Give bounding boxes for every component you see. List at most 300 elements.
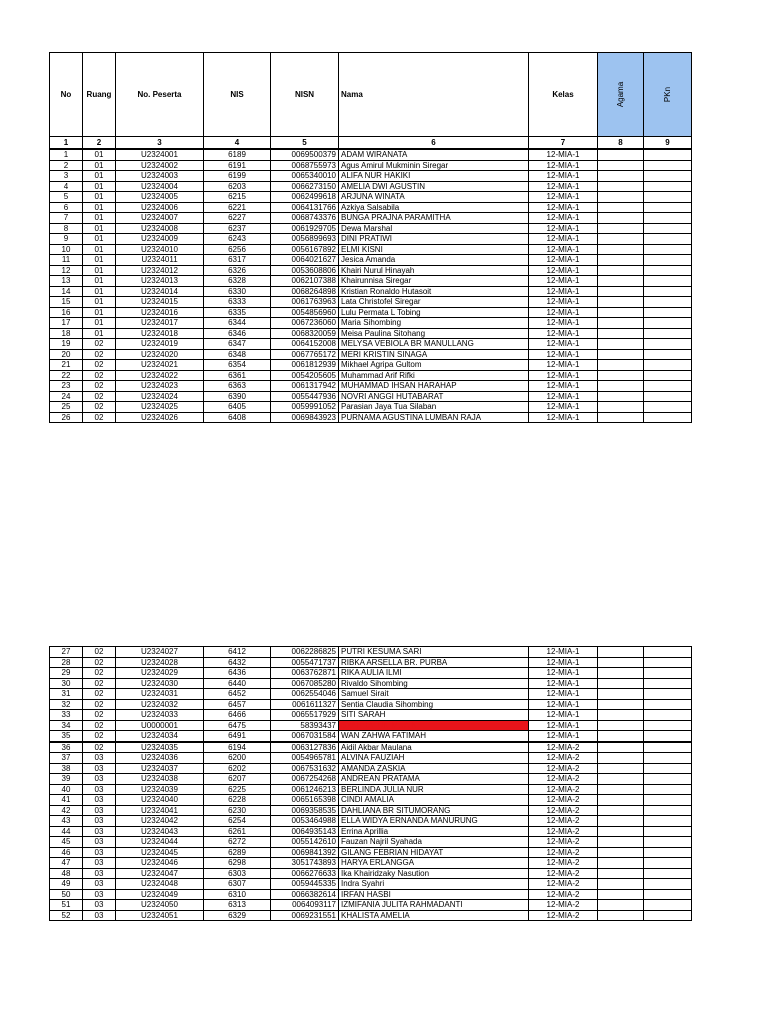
- cell-kelas: 12-MIA-2: [529, 742, 598, 753]
- col-ruang: Ruang: [83, 53, 116, 137]
- header-row: [50, 53, 692, 137]
- table-row: [50, 202, 692, 213]
- cell-kelas: 12-MIA-1: [529, 339, 598, 350]
- cell-ruang: 03: [83, 795, 116, 806]
- cell-nis: 6408: [204, 412, 271, 423]
- cell-pkn: [644, 889, 692, 900]
- cell-peserta: U2324040: [116, 795, 204, 806]
- cell-pkn: [644, 774, 692, 785]
- cell-pkn: [644, 647, 692, 658]
- cell-agama: [598, 657, 644, 668]
- cell-peserta: U2324041: [116, 805, 204, 816]
- cell-nis: 6225: [204, 784, 271, 795]
- cell-pkn: [644, 657, 692, 668]
- table-row: [50, 763, 692, 774]
- cell-agama: [598, 699, 644, 710]
- cell-nama: Samuel Sirait: [339, 689, 529, 700]
- cell-ruang: 03: [83, 900, 116, 911]
- cell-no: 29: [50, 668, 83, 679]
- cell-peserta: U2324020: [116, 349, 204, 360]
- cell-agama: [598, 678, 644, 689]
- table-row: [50, 753, 692, 764]
- cell-nama: AMANDA ZASKIA: [339, 763, 529, 774]
- table-row: [50, 647, 692, 658]
- cell-peserta: U2324048: [116, 879, 204, 890]
- cell-agama: [598, 784, 644, 795]
- cell-ruang: 02: [83, 657, 116, 668]
- cell-nisn: 0054856960: [271, 307, 339, 318]
- table-row: [50, 868, 692, 879]
- cell-agama: [598, 307, 644, 318]
- cell-ruang: 02: [83, 360, 116, 371]
- cell-agama: [598, 826, 644, 837]
- cell-no: 6: [50, 202, 83, 213]
- cell-kelas: 12-MIA-1: [529, 668, 598, 679]
- cell-peserta: U2324007: [116, 213, 204, 224]
- cell-nisn: 0063127836: [271, 742, 339, 753]
- cell-kelas: 12-MIA-1: [529, 297, 598, 308]
- cell-nisn: 0061812939: [271, 360, 339, 371]
- cell-agama: [598, 889, 644, 900]
- cell-nama: WAN ZAHWA FATIMAH: [339, 731, 529, 742]
- cell-ruang: 01: [83, 328, 116, 339]
- cell-nisn: 3051743893: [271, 858, 339, 869]
- table-row: [50, 149, 692, 160]
- cell-peserta: U0000001: [116, 720, 204, 731]
- cell-nis: 6348: [204, 349, 271, 360]
- cell-nis: 6307: [204, 879, 271, 890]
- cell-nisn: 0064021627: [271, 255, 339, 266]
- cell-nisn: 0066382614: [271, 889, 339, 900]
- table-row: [50, 678, 692, 689]
- cell-peserta: U2324037: [116, 763, 204, 774]
- cell-ruang: 02: [83, 710, 116, 721]
- cell-peserta: U2324038: [116, 774, 204, 785]
- col-no: No: [50, 53, 83, 137]
- cell-no: 23: [50, 381, 83, 392]
- cell-peserta: U2324029: [116, 668, 204, 679]
- cell-no: 45: [50, 837, 83, 848]
- colnum: 5: [271, 137, 339, 150]
- cell-kelas: 12-MIA-2: [529, 826, 598, 837]
- cell-nis: 6215: [204, 192, 271, 203]
- cell-ruang: 03: [83, 753, 116, 764]
- cell-ruang: 03: [83, 858, 116, 869]
- cell-nama: ELMI KISNI: [339, 244, 529, 255]
- cell-agama: [598, 160, 644, 171]
- cell-nis: 6317: [204, 255, 271, 266]
- col-pkn: [644, 53, 692, 137]
- cell-pkn: [644, 742, 692, 753]
- colnum: 3: [116, 137, 204, 150]
- cell-nisn: 0062107388: [271, 276, 339, 287]
- cell-agama: [598, 816, 644, 827]
- cell-nama: Khairi Nurul Hinayah: [339, 265, 529, 276]
- cell-peserta: U2324012: [116, 265, 204, 276]
- cell-nis: 6298: [204, 858, 271, 869]
- cell-nama: Kristian Ronaldo Hutasoit: [339, 286, 529, 297]
- cell-ruang: 01: [83, 149, 116, 160]
- cell-nis: 6335: [204, 307, 271, 318]
- cell-no: 25: [50, 402, 83, 413]
- cell-agama: [598, 265, 644, 276]
- cell-ruang: 02: [83, 370, 116, 381]
- cell-nama: HARYA ERLANGGA: [339, 858, 529, 869]
- cell-nama: DINI PRATIWI: [339, 234, 529, 245]
- cell-pkn: [644, 816, 692, 827]
- cell-peserta: U2324039: [116, 784, 204, 795]
- cell-ruang: 02: [83, 349, 116, 360]
- cell-nisn: 0055142610: [271, 837, 339, 848]
- cell-nama: IRFAN HASBI: [339, 889, 529, 900]
- cell-agama: [598, 795, 644, 806]
- cell-nis: 6202: [204, 763, 271, 774]
- cell-agama: [598, 171, 644, 182]
- cell-ruang: 03: [83, 910, 116, 921]
- cell-nama: RIBKA ARSELLA BR. PURBA: [339, 657, 529, 668]
- cell-pkn: [644, 328, 692, 339]
- cell-nis: 6230: [204, 805, 271, 816]
- cell-nis: 6194: [204, 742, 271, 753]
- cell-kelas: 12-MIA-1: [529, 171, 598, 182]
- cell-no: 7: [50, 213, 83, 224]
- cell-agama: [598, 731, 644, 742]
- table-row: [50, 731, 692, 742]
- cell-agama: [598, 710, 644, 721]
- cell-no: 30: [50, 678, 83, 689]
- cell-peserta: U2324023: [116, 381, 204, 392]
- cell-peserta: U2324049: [116, 889, 204, 900]
- table-row: [50, 720, 692, 731]
- cell-peserta: U2324042: [116, 816, 204, 827]
- cell-nama: MERI KRISTIN SINAGA: [339, 349, 529, 360]
- cell-nis: 6440: [204, 678, 271, 689]
- cell-pkn: [644, 149, 692, 160]
- cell-nisn: 0062499618: [271, 192, 339, 203]
- cell-nisn: 0061317942: [271, 381, 339, 392]
- table-row: [50, 171, 692, 182]
- cell-agama: [598, 647, 644, 658]
- cell-kelas: 12-MIA-2: [529, 847, 598, 858]
- cell-ruang: 02: [83, 689, 116, 700]
- cell-no: 2: [50, 160, 83, 171]
- cell-kelas: 12-MIA-2: [529, 900, 598, 911]
- cell-nisn: 0066273150: [271, 181, 339, 192]
- cell-ruang: 02: [83, 402, 116, 413]
- cell-nis: 6221: [204, 202, 271, 213]
- cell-no: 31: [50, 689, 83, 700]
- table-row: [50, 265, 692, 276]
- cell-ruang: 01: [83, 171, 116, 182]
- cell-nis: 6390: [204, 391, 271, 402]
- cell-pkn: [644, 297, 692, 308]
- cell-no: 34: [50, 720, 83, 731]
- cell-kelas: 12-MIA-1: [529, 160, 598, 171]
- cell-peserta: U2324024: [116, 391, 204, 402]
- cell-ruang: 01: [83, 181, 116, 192]
- cell-nis: 6326: [204, 265, 271, 276]
- cell-agama: [598, 318, 644, 329]
- cell-peserta: U2324034: [116, 731, 204, 742]
- cell-no: 1: [50, 149, 83, 160]
- col-agama: [598, 53, 644, 137]
- cell-nis: 6199: [204, 171, 271, 182]
- cell-nisn: 0065517929: [271, 710, 339, 721]
- cell-peserta: U2324033: [116, 710, 204, 721]
- cell-nama: ALVINA FAUZIAH: [339, 753, 529, 764]
- cell-no: 33: [50, 710, 83, 721]
- cell-agama: [598, 689, 644, 700]
- cell-kelas: 12-MIA-2: [529, 816, 598, 827]
- cell-peserta: U2324046: [116, 858, 204, 869]
- table-row: [50, 349, 692, 360]
- cell-pkn: [644, 202, 692, 213]
- cell-no: 8: [50, 223, 83, 234]
- cell-agama: [598, 858, 644, 869]
- cell-ruang: 02: [83, 339, 116, 350]
- cell-nis: 6330: [204, 286, 271, 297]
- cell-nama: Lata Christofel Siregar: [339, 297, 529, 308]
- cell-nama: ANDREAN PRATAMA: [339, 774, 529, 785]
- cell-nis: 6436: [204, 668, 271, 679]
- cell-agama: [598, 847, 644, 858]
- cell-nama: Indra Syahri: [339, 879, 529, 890]
- cell-nis: 6363: [204, 381, 271, 392]
- cell-nama: BERLINDA JULIA NUR: [339, 784, 529, 795]
- cell-pkn: [644, 837, 692, 848]
- cell-pkn: [644, 391, 692, 402]
- cell-no: 47: [50, 858, 83, 869]
- cell-ruang: 03: [83, 889, 116, 900]
- cell-agama: [598, 910, 644, 921]
- cell-pkn: [644, 710, 692, 721]
- cell-no: 12: [50, 265, 83, 276]
- table-row: [50, 742, 692, 753]
- col-nisn: NISN: [271, 53, 339, 137]
- table-row: [50, 370, 692, 381]
- cell-nama: Muhammad Arif Rifki: [339, 370, 529, 381]
- cell-pkn: [644, 826, 692, 837]
- cell-nis: 6189: [204, 149, 271, 160]
- cell-peserta: U2324019: [116, 339, 204, 350]
- cell-pkn: [644, 910, 692, 921]
- cell-pkn: [644, 370, 692, 381]
- cell-kelas: 12-MIA-1: [529, 234, 598, 245]
- cell-ruang: 01: [83, 265, 116, 276]
- colnum: 4: [204, 137, 271, 150]
- cell-peserta: U2324032: [116, 699, 204, 710]
- table-row: [50, 879, 692, 890]
- cell-agama: [598, 349, 644, 360]
- cell-ruang: 02: [83, 647, 116, 658]
- table-row: [50, 816, 692, 827]
- cell-ruang: 03: [83, 868, 116, 879]
- cell-peserta: U2324010: [116, 244, 204, 255]
- cell-no: 50: [50, 889, 83, 900]
- cell-kelas: 12-MIA-1: [529, 710, 598, 721]
- cell-nama: Jesica Amanda: [339, 255, 529, 266]
- cell-peserta: U2324001: [116, 149, 204, 160]
- table-row: [50, 710, 692, 721]
- cell-no: 51: [50, 900, 83, 911]
- cell-nis: 6344: [204, 318, 271, 329]
- cell-no: 11: [50, 255, 83, 266]
- col-peserta: No. Peserta: [116, 53, 204, 137]
- cell-pkn: [644, 699, 692, 710]
- cell-nis: 6256: [204, 244, 271, 255]
- cell-kelas: 12-MIA-1: [529, 255, 598, 266]
- cell-nis: 6475: [204, 720, 271, 731]
- cell-pkn: [644, 171, 692, 182]
- cell-no: 32: [50, 699, 83, 710]
- cell-pkn: [644, 668, 692, 679]
- table-row: [50, 286, 692, 297]
- cell-nis: 6361: [204, 370, 271, 381]
- cell-agama: [598, 255, 644, 266]
- cell-nisn: 58393437: [271, 720, 339, 731]
- cell-ruang: 03: [83, 816, 116, 827]
- cell-no: 22: [50, 370, 83, 381]
- cell-nisn: 0068743376: [271, 213, 339, 224]
- cell-nisn: 0059445335: [271, 879, 339, 890]
- cell-agama: [598, 360, 644, 371]
- cell-nis: 6243: [204, 234, 271, 245]
- cell-no: 18: [50, 328, 83, 339]
- cell-agama: [598, 900, 644, 911]
- cell-ruang: 03: [83, 837, 116, 848]
- cell-nis: 6412: [204, 647, 271, 658]
- cell-no: 40: [50, 784, 83, 795]
- table-row: [50, 889, 692, 900]
- table-row: [50, 689, 692, 700]
- cell-peserta: U2324027: [116, 647, 204, 658]
- cell-nisn: 0056899693: [271, 234, 339, 245]
- cell-nama: NOVRI ANGGI HUTABARAT: [339, 391, 529, 402]
- column-number-row: [50, 137, 692, 150]
- cell-nisn: 0064093117: [271, 900, 339, 911]
- table-row: [50, 223, 692, 234]
- cell-agama: [598, 234, 644, 245]
- cell-peserta: U2324044: [116, 837, 204, 848]
- cell-agama: [598, 868, 644, 879]
- cell-nis: 6200: [204, 753, 271, 764]
- cell-ruang: 02: [83, 742, 116, 753]
- cell-pkn: [644, 689, 692, 700]
- cell-kelas: 12-MIA-1: [529, 149, 598, 160]
- cell-peserta: U2324031: [116, 689, 204, 700]
- table-row: [50, 244, 692, 255]
- cell-pkn: [644, 678, 692, 689]
- cell-kelas: 12-MIA-2: [529, 763, 598, 774]
- cell-nama: ALIFA NUR HAKIKI: [339, 171, 529, 182]
- cell-peserta: U2324047: [116, 868, 204, 879]
- cell-nis: 6203: [204, 181, 271, 192]
- cell-ruang: 02: [83, 699, 116, 710]
- col-kelas: Kelas: [529, 53, 598, 137]
- cell-no: 20: [50, 349, 83, 360]
- cell-agama: [598, 720, 644, 731]
- cell-nis: 6289: [204, 847, 271, 858]
- cell-nisn: 0068264898: [271, 286, 339, 297]
- cell-nis: 6432: [204, 657, 271, 668]
- cell-no: 38: [50, 763, 83, 774]
- cell-nisn: 0069358535: [271, 805, 339, 816]
- cell-nama: Mikhael Agripa Gultom: [339, 360, 529, 371]
- colnum: 9: [644, 137, 692, 150]
- cell-nama: ELLA WIDYA ERNANDA MANURUNG: [339, 816, 529, 827]
- table-row: [50, 805, 692, 816]
- cell-agama: [598, 202, 644, 213]
- cell-nis: 6452: [204, 689, 271, 700]
- cell-ruang: 02: [83, 678, 116, 689]
- cell-nama: IZMIFANIA JULITA RAHMADANTI: [339, 900, 529, 911]
- cell-nis: 6328: [204, 276, 271, 287]
- table-row: [50, 774, 692, 785]
- cell-ruang: 01: [83, 297, 116, 308]
- cell-peserta: U2324004: [116, 181, 204, 192]
- colnum: 1: [50, 137, 83, 150]
- cell-peserta: U2324009: [116, 234, 204, 245]
- cell-nama: Khairunnisa Siregar: [339, 276, 529, 287]
- cell-ruang: 01: [83, 276, 116, 287]
- cell-no: 37: [50, 753, 83, 764]
- cell-nama: Lulu Permata L Tobing: [339, 307, 529, 318]
- cell-nis: 6491: [204, 731, 271, 742]
- cell-pkn: [644, 339, 692, 350]
- cell-kelas: 12-MIA-1: [529, 360, 598, 371]
- cell-kelas: 12-MIA-1: [529, 402, 598, 413]
- cell-no: 21: [50, 360, 83, 371]
- cell-peserta: U2324022: [116, 370, 204, 381]
- cell-ruang: 02: [83, 381, 116, 392]
- cell-nis: 6228: [204, 795, 271, 806]
- cell-no: 26: [50, 412, 83, 423]
- cell-pkn: [644, 318, 692, 329]
- cell-agama: [598, 192, 644, 203]
- cell-ruang: 01: [83, 213, 116, 224]
- cell-kelas: 12-MIA-2: [529, 753, 598, 764]
- cell-pkn: [644, 402, 692, 413]
- cell-ruang: 01: [83, 223, 116, 234]
- table-row: [50, 160, 692, 171]
- cell-ruang: 01: [83, 255, 116, 266]
- cell-nama: RIKA AULIA ILMI: [339, 668, 529, 679]
- cell-ruang: 03: [83, 784, 116, 795]
- cell-nama: MELYSA VEBIOLA BR MANULLANG: [339, 339, 529, 350]
- cell-nama: Errina Aprillia: [339, 826, 529, 837]
- cell-kelas: 12-MIA-1: [529, 657, 598, 668]
- cell-agama: [598, 805, 644, 816]
- table-row: [50, 668, 692, 679]
- cell-no: 5: [50, 192, 83, 203]
- cell-nis: 6457: [204, 699, 271, 710]
- cell-nis: 6405: [204, 402, 271, 413]
- cell-nama: SITI SARAH: [339, 710, 529, 721]
- cell-kelas: 12-MIA-1: [529, 244, 598, 255]
- cell-nama: PUTRI KESUMA SARI: [339, 647, 529, 658]
- cell-nis: 6346: [204, 328, 271, 339]
- cell-nis: 6347: [204, 339, 271, 350]
- cell-kelas: 12-MIA-2: [529, 910, 598, 921]
- cell-nisn: 0069843923: [271, 412, 339, 423]
- cell-nisn: 0069500379: [271, 149, 339, 160]
- cell-nama: KHALISTA AMELIA: [339, 910, 529, 921]
- cell-kelas: 12-MIA-1: [529, 318, 598, 329]
- cell-nama: Ika Khairidzaky Nasution: [339, 868, 529, 879]
- cell-pkn: [644, 805, 692, 816]
- colnum: 7: [529, 137, 598, 150]
- cell-ruang: 01: [83, 202, 116, 213]
